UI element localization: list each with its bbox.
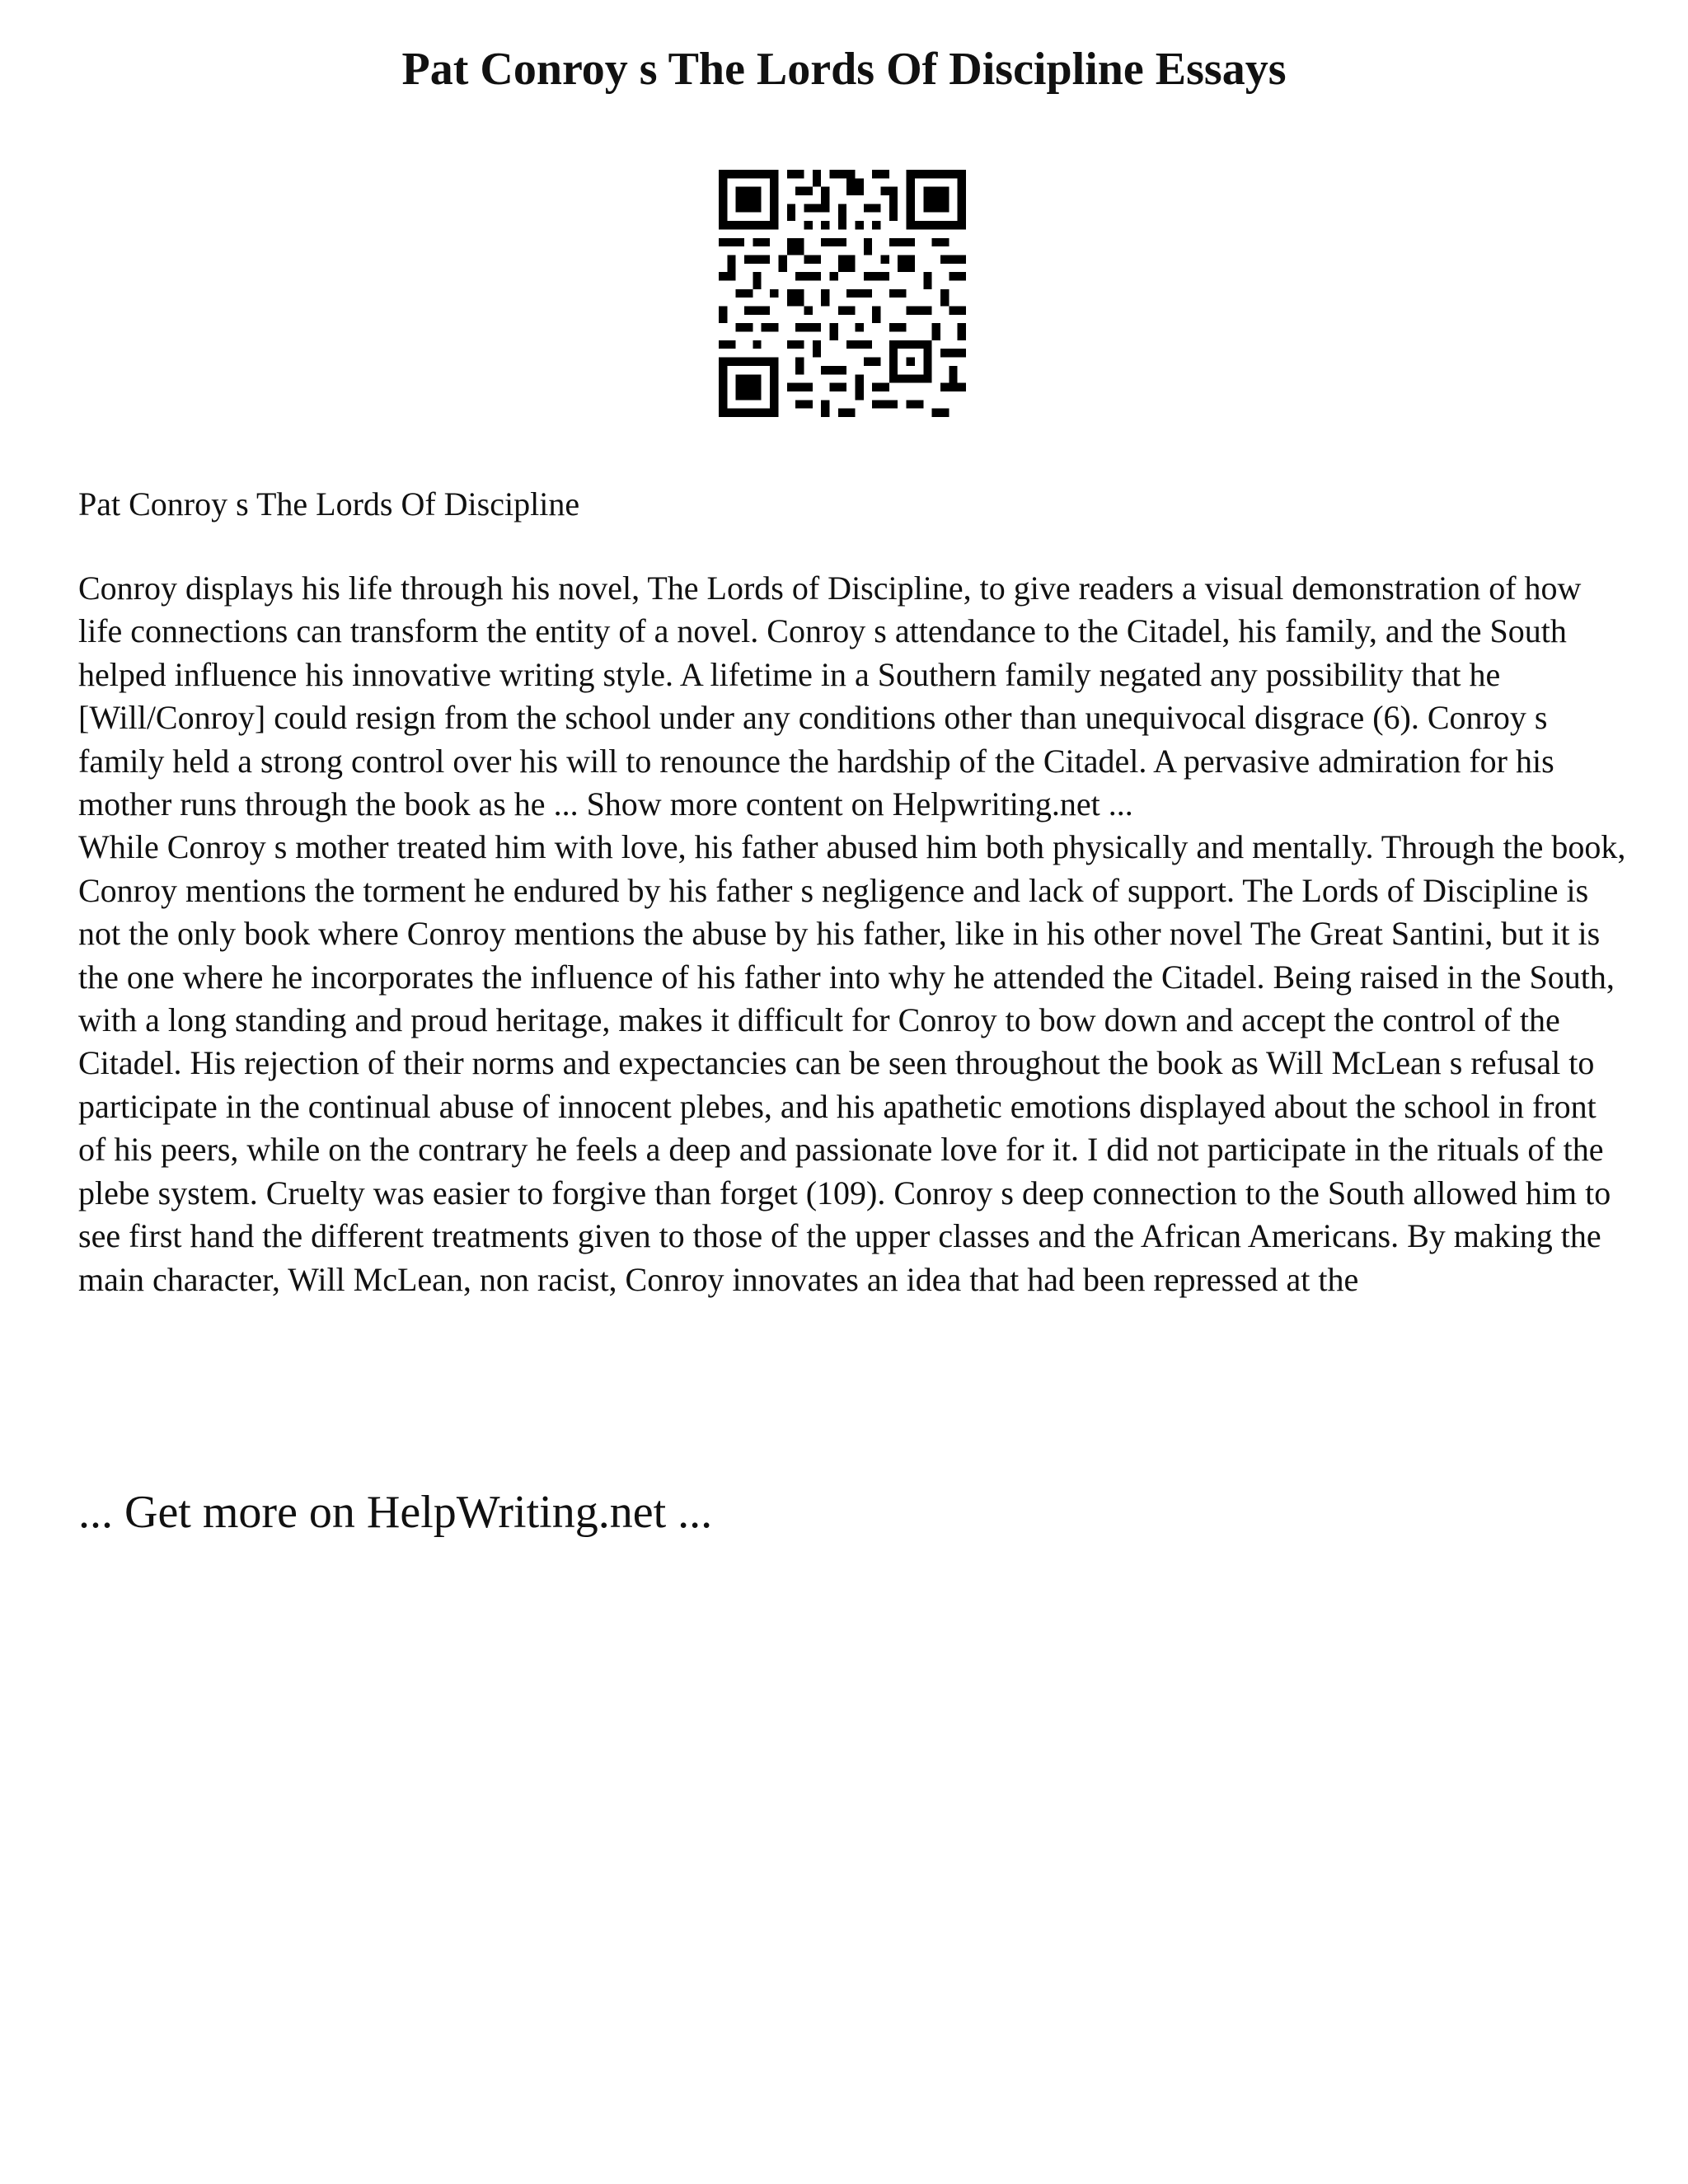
qr-code-graphic (719, 170, 966, 417)
page-title: Pat Conroy s The Lords Of Discipline Essays (401, 44, 1287, 95)
qr-code-icon (719, 170, 966, 417)
document-subtitle: Pat Conroy s The Lords Of Discipline (78, 485, 580, 523)
paragraph: While Conroy s mother treated him with love, his father abused him both physically and mentally. Through the book, Conroy mentions the torment he endured by his father s negligence and lack of support. The Lords of Discipline is not the only book where Conroy mentions the abuse by his father, like in his other novel The Great Santini, but it is the one where he incorporates the influence of his father into why he attended the Citadel. Being raised in the South, with a long standing and proud heritage, makes it difficult for Conroy to bow down and accept the control of the Citadel. His rejection of their norms and expectancies can be seen throughout the book as Will McLean s refusal to participate in the continual abuse of innocent plebes, and his apathetic emotions displayed about the school in front of his peers, while on the contrary he feels a deep and passionate love for it. I did not participate in the rituals of the plebe system. Cruelty was easier to forgive than forget (109). Conroy s deep connection to the South allowed him to see first hand the different treatments given to those of the upper classes and the African Americans. By making the main character, Will McLean, non racist, Conroy innovates an idea that had been repressed at the (78, 828, 1626, 1298)
essay-body (78, 567, 1628, 1301)
paragraph: Conroy displays his life through his novel, The Lords of Discipline, to give readers a visual demonstration of how life connections can transform the entity of a novel. Conroy s attendance to the Citadel, his family, and the South helped influence his innovative writing style. A lifetime in a Southern family negated any possibility that he [Will/Conroy] could resign from the school under any conditions other than unequivocal disgrace (6). Conroy s family held a strong control over his will to renounce the hardship of the Citadel. A pervasive admiration for his mother runs through the book as he ... Show more content on Helpwriting.net ... (78, 569, 1582, 823)
get-more-link[interactable]: ... Get more on HelpWriting.net ... (78, 1487, 713, 1538)
